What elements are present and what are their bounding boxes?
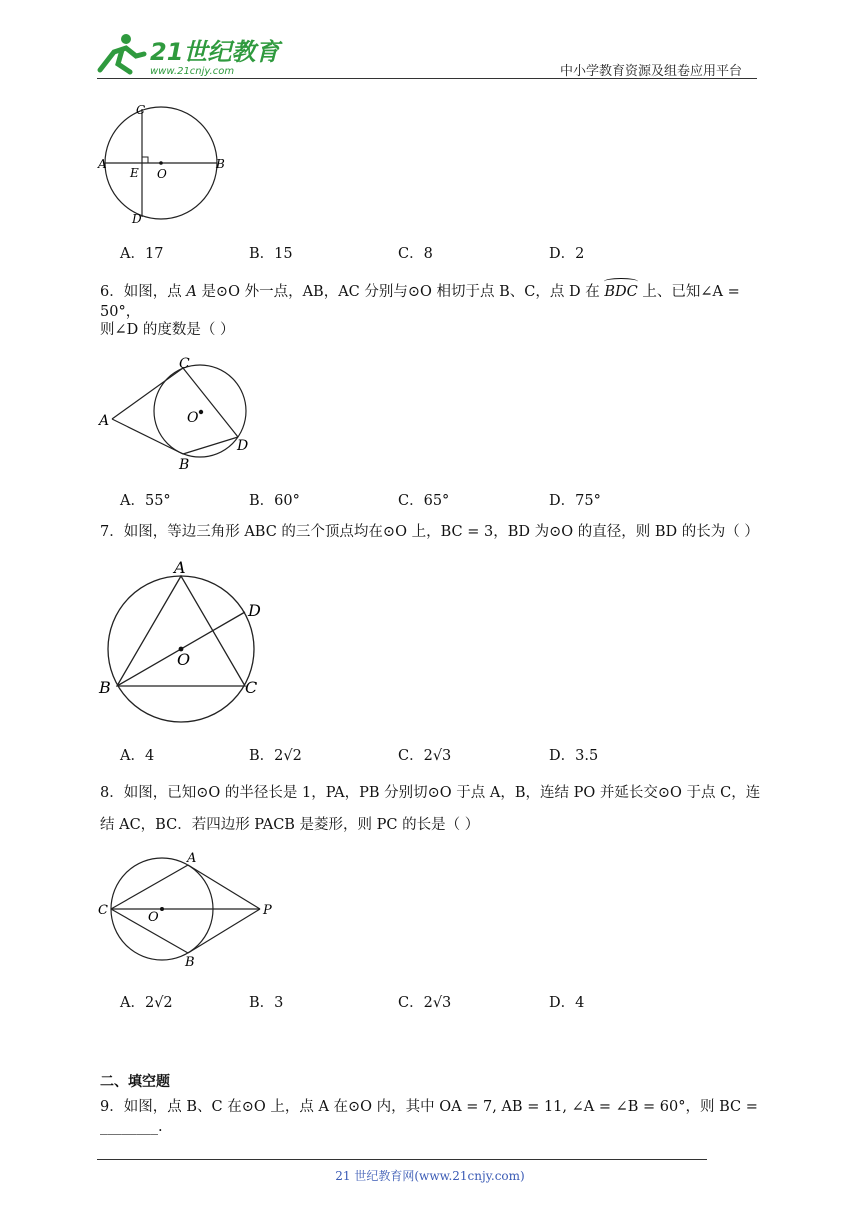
q8-line2: 结 AC，BC．若四边形 PACB 是菱形，则 PC 的长是（ ） — [100, 817, 480, 833]
q8-label-b: B — [185, 955, 195, 970]
q7-option-a[interactable]: A．4 — [120, 748, 155, 764]
section-fill-in-title: 二、填空题 — [100, 1074, 170, 1090]
q9-question: 9．如图，点 B、C 在⊙O 上，点 A 在⊙O 内，其中 OA = 7, AB = 11, ∠A = ∠B = 60°，则 BC = — [100, 1099, 758, 1115]
q6-text: 是⊙O 外一点，AB，AC 分别与⊙O 相切于点 B、C，点 D 在 — [201, 284, 600, 300]
q7-text: 7．如图，等边三角形 ABC 的三个顶点均在⊙O 上，BC = 3，BD 为⊙O 的直径，则 BD 的长为（ ） — [100, 524, 759, 540]
logo-url: www.21cnjy.com — [150, 66, 235, 77]
q6-label-a: A — [99, 413, 110, 429]
footer-link[interactable]: 21 世纪教育网(www.21cnjy.com) — [335, 1169, 525, 1183]
q6-figure — [95, 352, 265, 472]
q6-line2: 则∠D 的度数是（ ） — [100, 322, 235, 338]
q9-text — [100, 1097, 770, 1137]
q7-option-d[interactable]: D．3.5 — [549, 748, 599, 764]
q8-line1: 8．如图，已知⊙O 的半径长是 1，PA，PB 分别切⊙O 于点 A，B，连结 PO 并延长交⊙O 于点 C，连 — [100, 785, 761, 801]
q5-label-d: D — [132, 212, 142, 226]
q7-label-a: A — [174, 558, 186, 577]
site-logo — [96, 30, 280, 78]
q6-arc: BDC — [604, 282, 637, 302]
q8-label-o: O — [148, 910, 159, 925]
runner-icon — [100, 34, 144, 72]
q7-label-o: O — [177, 650, 191, 669]
q5-option-d[interactable]: D．2 — [549, 246, 585, 262]
header-divider — [97, 78, 757, 79]
q7-label-b: B — [99, 678, 111, 697]
q5-option-b[interactable]: B．15 — [249, 246, 293, 262]
q5-label-a: A — [98, 157, 107, 171]
q8-label-p: P — [263, 903, 272, 918]
q6-label-b: B — [179, 457, 190, 473]
q6-option-c[interactable]: C．65° — [398, 493, 450, 509]
q6-label-d: D — [237, 438, 249, 454]
q5-label-e: E — [130, 166, 139, 180]
q5-label-b: B — [216, 157, 225, 171]
q8-option-d[interactable]: D．4 — [549, 995, 585, 1011]
q7-label-d: D — [248, 601, 261, 620]
q5-option-c[interactable]: C．8 — [398, 246, 433, 262]
q5-option-a[interactable]: A．17 — [120, 246, 164, 262]
q6-point-a: A — [181, 284, 202, 300]
q6-label-c: C — [179, 356, 190, 372]
q7-label-c: C — [245, 678, 258, 697]
q7-option-c[interactable]: C．2√3 — [398, 748, 452, 764]
q7-option-b[interactable]: B．2√2 — [249, 748, 302, 764]
q6-label-o: O — [187, 410, 199, 426]
q5-label-o: O — [157, 167, 167, 181]
q6-option-d[interactable]: D．75° — [549, 493, 601, 509]
q6-prefix: 6．如图，点 — [100, 284, 182, 300]
q6-end: 上、已知∠A = 50°， — [100, 284, 740, 320]
q8-figure — [95, 848, 285, 968]
header-platform-text: 中小学教育资源及组卷应用平台 — [560, 64, 743, 79]
q5-figure — [95, 100, 235, 230]
logo-text: 21世纪教育 — [150, 38, 280, 66]
q8-option-c[interactable]: C．2√3 — [398, 995, 452, 1011]
q8-label-c: C — [98, 903, 108, 918]
footer-divider — [97, 1159, 707, 1160]
q7-figure — [95, 555, 275, 727]
q6-option-a[interactable]: A．55° — [120, 493, 171, 509]
q9-answer-blank[interactable]: ________. — [100, 1119, 163, 1135]
q8-label-a: A — [187, 851, 197, 866]
q8-option-b[interactable]: B．3 — [249, 995, 284, 1011]
q6-option-b[interactable]: B．60° — [249, 493, 300, 509]
q5-label-c: C — [136, 103, 146, 117]
q6-line1 — [100, 282, 765, 322]
q8-option-a[interactable]: A．2√2 — [120, 995, 173, 1011]
